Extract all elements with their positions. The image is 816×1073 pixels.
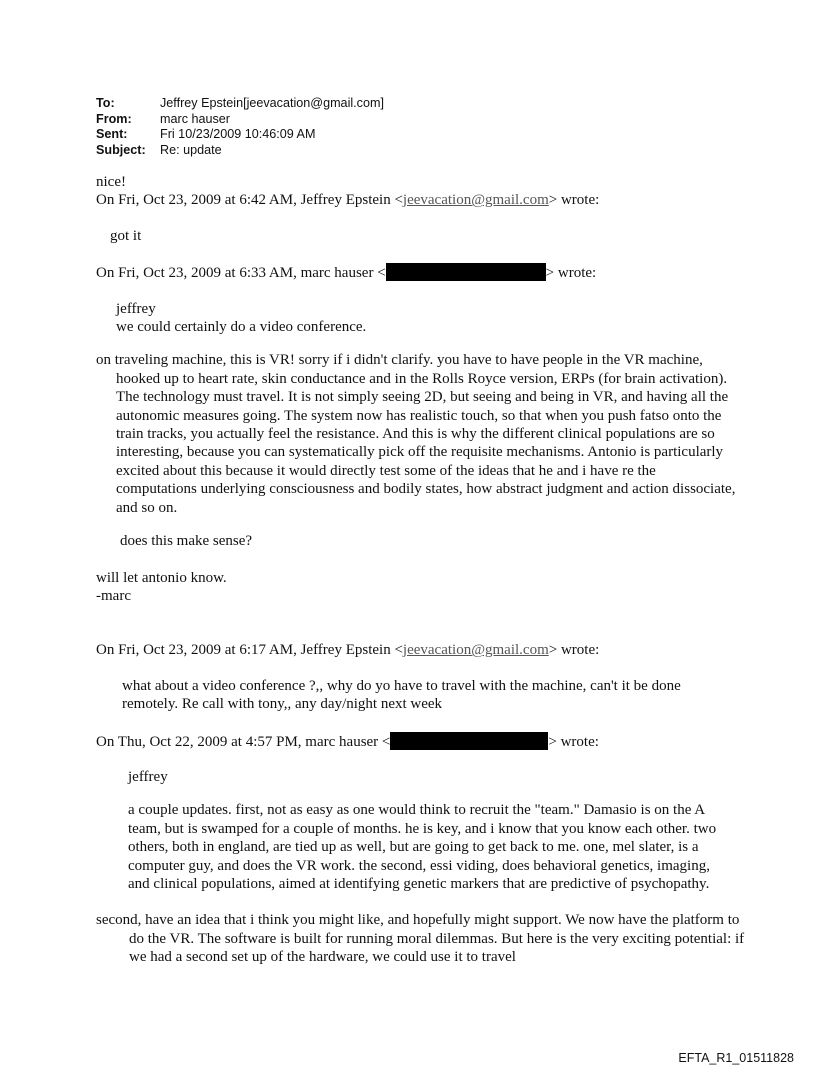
body-paragraph: on traveling machine, this is VR! sorry if i didn't clarify. you have to have people in the VR machine, hooked up to heart rate, skin conductance and in the Rolls Royce version, ERPs (for brain activation). The technology must travel. It is not simply seeing 2D, but seeing and being in VR, and having all the autonomic measures going. The system now has realistic touch, so that when you push fatso onto the train tracks, you actually feel the resistance. And this is why the different clinical populations are so interesting, because you can systematically pick off the requisite mechanisms. Antonio is particularly excited about this because it would directly test some of the ideas that he and i have re the computations underlying consciousness and bodily states, how abstract judgment and action dissociate, and so on.: [96, 352, 736, 516]
header-sent-row: [96, 127, 384, 143]
attribution-text: On Thu, Oct 22, 2009 at 4:57 PM, marc hauser <: [96, 733, 391, 750]
email-link[interactable]: jeevacation@gmail.com: [402, 192, 549, 209]
from-label: From:: [96, 111, 132, 126]
body-paragraph: what about a video conference ?,, why do yo have to travel with the machine, can't it be done remotely. Re call with tony,, any day/night next week: [122, 677, 681, 713]
sent-label: Sent:: [96, 127, 128, 141]
attribution-text: On Fri, Oct 23, 2009 at 6:17 AM, Jeffrey Epstein <: [96, 642, 403, 659]
quote-attribution: [96, 263, 736, 282]
redaction-box: [390, 732, 548, 750]
quote-attribution: [96, 191, 736, 209]
header-from-row: [96, 112, 384, 128]
header-subject-row: [96, 143, 384, 159]
email-link[interactable]: jeevacation@gmail.com: [402, 642, 549, 659]
attribution-text: > wrote:: [548, 642, 600, 659]
body-line: -marc: [96, 587, 131, 604]
body-line: does this make sense?: [120, 533, 253, 550]
email-header: [96, 96, 384, 158]
attribution-text: > wrote:: [548, 192, 600, 209]
attribution-text: On Fri, Oct 23, 2009 at 6:42 AM, Jeffrey Epstein <: [96, 192, 403, 209]
body-paragraph: second, have an idea that i think you might like, and hopefully might support. We now have the platform to do the VR. The software is built for running moral dilemmas. But here is the very exciting potential: if we had a second set up of the hardware, we could use it to travel: [96, 912, 745, 966]
body-line: we could certainly do a video conference.: [116, 319, 367, 336]
redaction-box: [386, 263, 546, 281]
body-line: jeffrey: [116, 300, 156, 317]
subject-label: Subject:: [96, 142, 146, 157]
to-value: Jeffrey Epstein[jeevacation@gmail.com]: [160, 96, 384, 110]
attribution-text: > wrote:: [545, 265, 597, 282]
quote-attribution: [96, 641, 736, 659]
subject-value: Re: update: [160, 142, 222, 157]
to-label: To:: [96, 96, 115, 110]
header-to-row: [96, 96, 384, 112]
body-line: nice!: [96, 174, 126, 190]
sent-value: Fri 10/23/2009 10:46:09 AM: [160, 127, 316, 141]
body-line: will let antonio know.: [96, 569, 227, 586]
document-id: EFTA_R1_01511828: [678, 1051, 794, 1065]
attribution-text: On Fri, Oct 23, 2009 at 6:33 AM, marc hauser <: [96, 265, 386, 282]
body-line: jeffrey: [128, 768, 168, 785]
quote-attribution: [96, 732, 736, 751]
from-value: marc hauser: [160, 111, 230, 126]
body-paragraph: a couple updates. first, not as easy as one would think to recruit the "team." Damasio is on the A team, but is swamped for a couple of months. he is key, and i know that you know each other. two others, both in england, are tied up as well, but are going to get back to me. one, mel slater, is a computer guy, and does the VR work. the second, essi viding, does behavioral genetics, imaging, and clinical populations, aimed at identifying genetic markers that are predictive of psychopathy.: [128, 802, 717, 892]
attribution-text: > wrote:: [548, 733, 599, 750]
body-line: got it: [110, 227, 142, 244]
email-body: [96, 173, 745, 982]
